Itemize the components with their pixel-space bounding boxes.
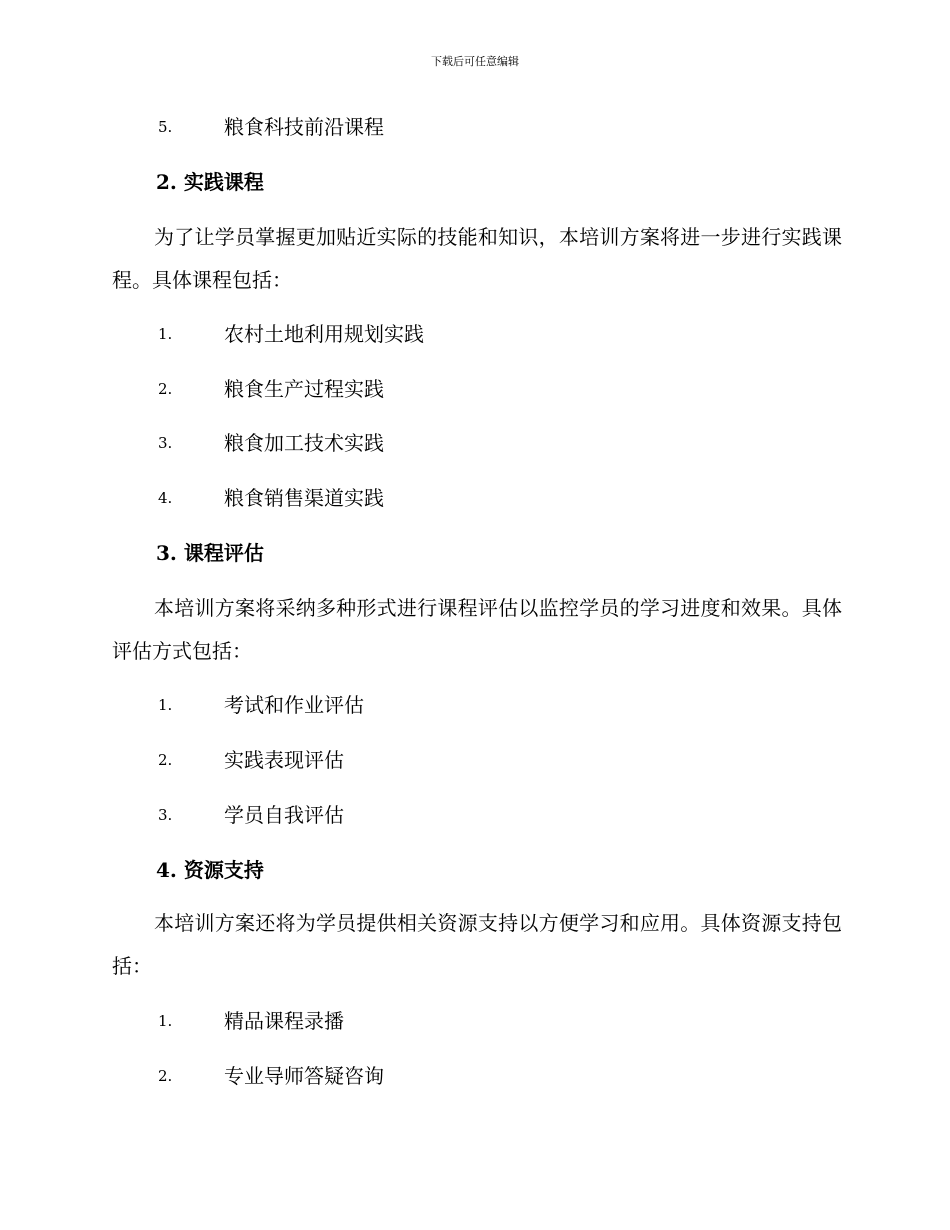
- list-item-text: 粮食销售渠道实践: [224, 486, 384, 510]
- section-heading-practice: 2. 实践课程: [156, 170, 264, 194]
- list-item-number: 2.: [158, 751, 173, 769]
- list-item-text: 精品课程录播: [224, 1009, 344, 1033]
- list-item-number: 3.: [158, 806, 173, 824]
- list-item-number: 4.: [158, 489, 173, 507]
- section-intro-practice: 为了让学员掌握更加贴近实际的技能和知识，本培训方案将进一步进行实践课程。具体课程包括：: [112, 225, 842, 292]
- list-item-number: 3.: [158, 434, 173, 452]
- list-item-number: 1.: [158, 325, 173, 343]
- section-intro-evaluation: 本培训方案将采纳多种形式进行课程评估以监控学员的学习进度和效果。具体评估方式包括：: [112, 596, 842, 663]
- list-item-text: 考试和作业评估: [224, 693, 364, 717]
- list-item-number: 5.: [158, 118, 173, 136]
- list-item-text: 粮食科技前沿课程: [224, 115, 384, 139]
- list-item-number: 1.: [158, 1012, 173, 1030]
- list-item-number: 2.: [158, 380, 173, 398]
- list-item-text: 粮食生产过程实践: [224, 377, 384, 401]
- list-item-text: 粮食加工技术实践: [224, 431, 384, 455]
- section-heading-evaluation: 3. 课程评估: [156, 541, 264, 565]
- list-item-number: 2.: [158, 1067, 173, 1085]
- page-header: 下载后可任意编辑: [431, 55, 519, 68]
- section-heading-resources: 4. 资源支持: [156, 858, 264, 882]
- list-item-text: 专业导师答疑咨询: [224, 1064, 384, 1088]
- list-item-text: 实践表现评估: [224, 748, 344, 772]
- section-intro-resources: 本培训方案还将为学员提供相关资源支持以方便学习和应用。具体资源支持包括：: [112, 911, 842, 978]
- list-item-number: 1.: [158, 696, 173, 714]
- list-item-text: 学员自我评估: [224, 803, 344, 827]
- list-item-text: 农村土地利用规划实践: [224, 322, 424, 346]
